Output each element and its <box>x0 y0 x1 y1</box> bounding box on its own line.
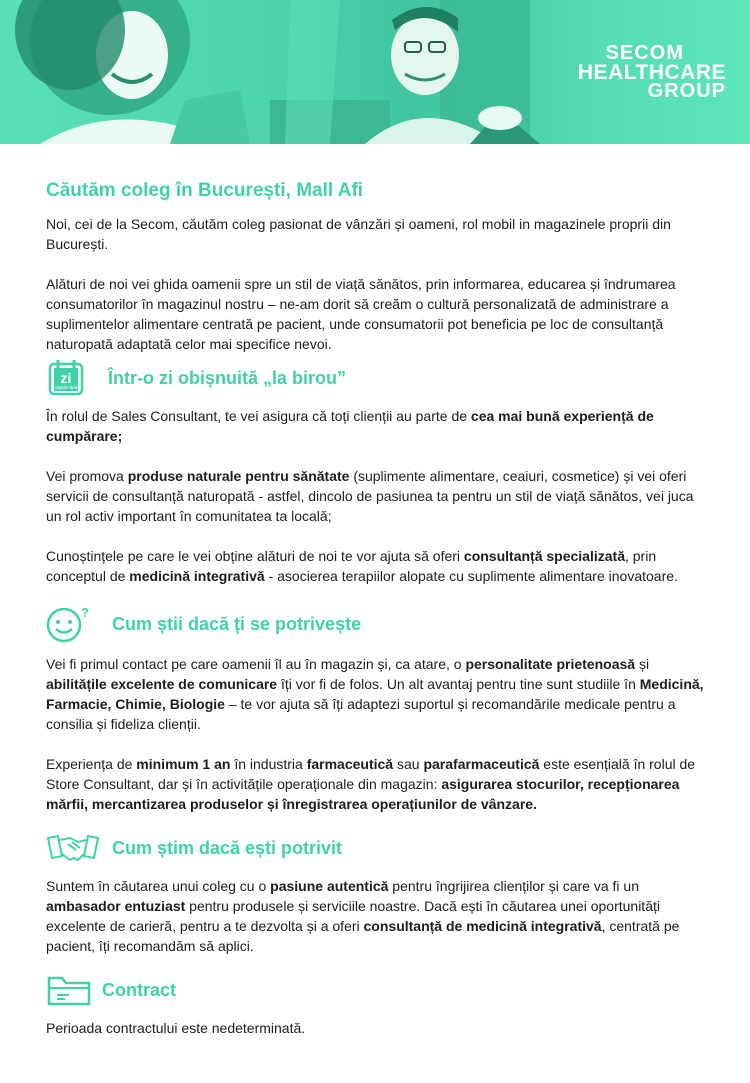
intro-paragraph-2: Alături de noi vei ghida oamenii spre un stil de viață sănătos, prin informarea, educarea și îndrumarea consumatorilor în magazinul nostru – ne-am dorit să creăm o cultură personalizată de administrare a suplimentelor alimentare centrată pe pacient, unde consumatorii pot beneficia pe loc de consultanță naturopată adaptată celor mai specifice nevoi. <box>46 276 676 352</box>
job-description <box>46 178 706 1038</box>
header-banner <box>0 0 750 144</box>
section-match-header <box>46 826 706 870</box>
page-title: Căutăm coleg în București, Mall Afi <box>46 180 364 201</box>
section-contract-title: Contract <box>102 980 177 1000</box>
section-day-title: Într-o zi obișnuită „la birou” <box>108 368 346 388</box>
fit-paragraph-2: Experiența de minimum 1 an în industria farmaceutică sau parafarmaceutică este esențială în rolul de Store Consultant, dar și în activitățile operaționale din magazin: asigurarea stocurilor, recepționarea mărfii, mercantizarea produselor și înregistrarea operațiunilor de vânzare. <box>46 756 696 812</box>
section-contract-header <box>46 968 706 1012</box>
calendar-icon-text: zi <box>60 370 72 386</box>
brand-line-1: SECOM <box>605 42 684 64</box>
section-fit-title: Cum știi dacă ți se potrivește <box>112 614 362 634</box>
day-paragraph-3: Cunoștințele pe care le vei obține alături de noi te vor ajuta să oferi consultanță specializată, prin conceptul de medicină integrativă - asocierea terapiilor alopate cu suplimente alimentare inovatoare. <box>46 548 678 584</box>
handshake-icon <box>46 828 100 868</box>
folder-icon <box>46 970 92 1010</box>
brand-line-3: GROUP <box>647 80 726 102</box>
section-day-header <box>46 356 706 400</box>
day-paragraph-1: În rolul de Sales Consultant, te vei asigura că toți clienții au parte de cea mai bună experiență de cumpărare; <box>46 408 654 444</box>
contract-paragraph: Perioada contractului este nedeterminată. <box>46 1020 306 1036</box>
brand-line-2: HEALTHCARE <box>577 61 726 84</box>
calendar-zi-icon <box>46 358 92 398</box>
day-paragraph-2: Vei promova produse naturale pentru sănătate (suplimente alimentare, ceaiuri, cosmetice) și vei oferi servicii de consultanță naturopată - astfel, dincolo de pasiunea ta pentru un stil de viață sănătos, vei juca un rol activ important în comunitatea ta locală; <box>46 468 694 524</box>
match-paragraph-1: Suntem în căutarea unui coleg cu o pasiune autentică pentru îngrijirea clienților și care va fi un ambasador entuziast pentru produsele și serviciile noastre. Dacă ești în căutarea unei oportunități excelente de carieră, pentru a te dezvolta și a oferi consultanță de medicină integrativă, centrată pe pacient, îți recomandăm să aplici. <box>46 878 680 954</box>
smiley-question-icon <box>46 604 92 644</box>
fit-paragraph-1: Vei fi primul contact pe care oamenii îl au în magazin și, ca atare, o personalitate prietenoasă și abilitățile excelente de comunicare îți vor fi de folos. Un alt avantaj pentru tine sunt studiile în Medicină, Farmacie, Chimie, Biologie – te vor ajuta să îți adaptezi suportul și recomandările medicale pentru a consilia și fideliza clienții. <box>46 656 704 732</box>
intro-paragraph-1: Noi, cei de la Secom, căutăm coleg pasionat de vânzări și oameni, rol mobil in magazinele proprii din București. <box>46 216 671 252</box>
section-match-title: Cum știm dacă ești potrivit <box>112 838 343 858</box>
brand-logo <box>578 44 726 101</box>
section-fit-header <box>46 602 706 646</box>
svg-text:?: ? <box>81 605 89 620</box>
calendar-icon-subtext: săptămână <box>54 385 78 390</box>
